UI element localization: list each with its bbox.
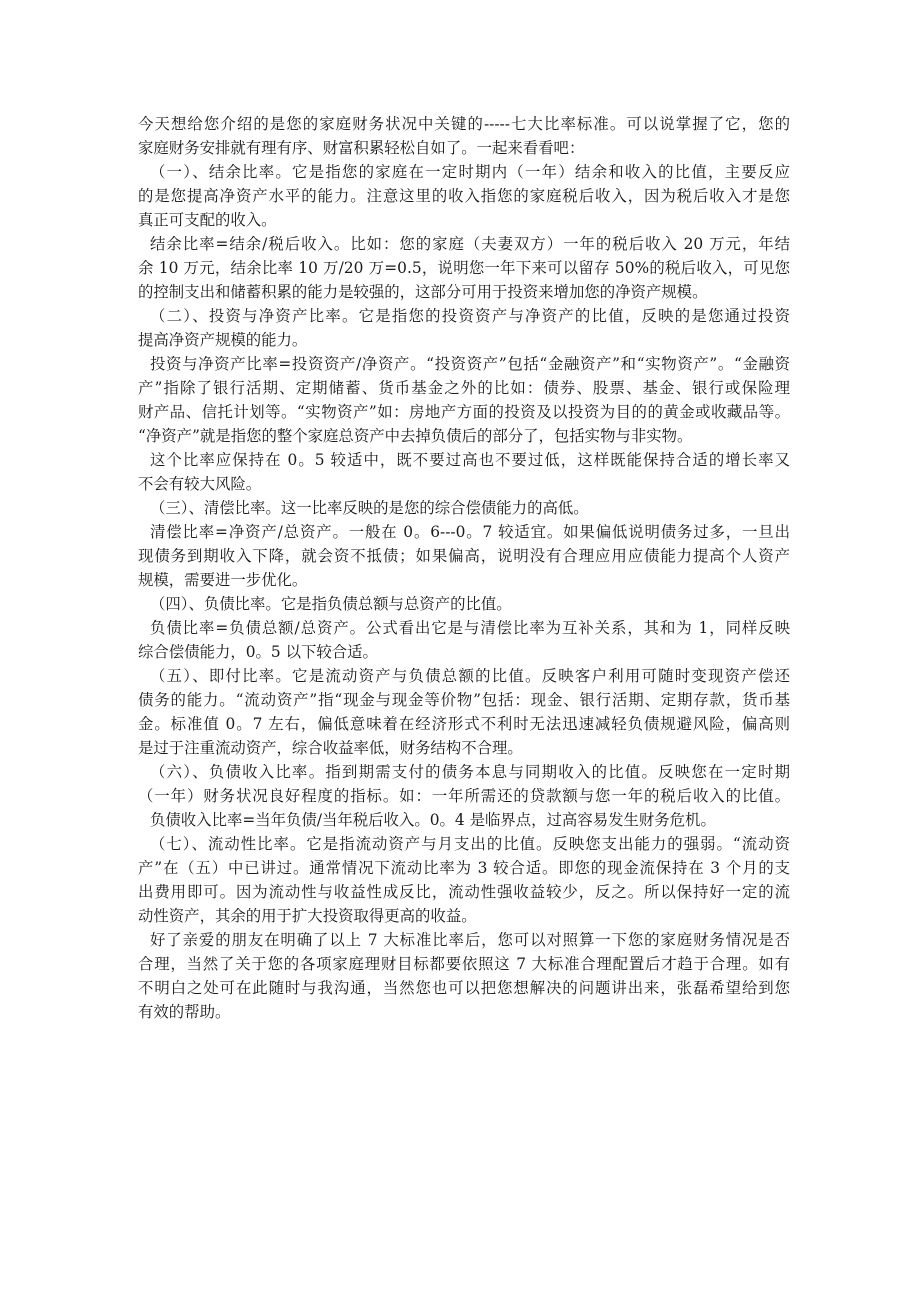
text-line: 负债收入比率=当年负债/当年税后收入。0。4 是临界点，过高容易发生财务危机。 bbox=[150, 811, 716, 829]
text-line: 财产品、信托计划等。“实物资产”如：房地产方面的投资及以投资为目的的黄金或收藏品等。 bbox=[138, 403, 790, 421]
text-line: 现债务到期收入下降，就会资不抵债；如果偏高，说明没有合理应用应债能力提高个人资产 bbox=[138, 547, 790, 565]
text-line: 今天想给您介绍的是您的家庭财务状况中关键的-----七大比率标准。可以说掌握了它，您的 bbox=[138, 115, 790, 133]
text-line: 的控制支出和储蓄积累的能力是较强的，这部分可用于投资来增加您的净资产规模。 bbox=[138, 283, 708, 301]
text-line: （二）、投资与净资产比率。它是指您的投资资产与净资产的比值，反映的是您通过投资 bbox=[150, 307, 790, 325]
text-line: （一年）财务状况良好程度的指标。如：一年所需还的贷款额与您一年的税后收入的比值。 bbox=[138, 787, 790, 805]
text-line: 提高净资产规模的能力。 bbox=[138, 331, 308, 349]
text-line: （四）、负债比率。它是指负债总额与总资产的比值。 bbox=[150, 595, 512, 613]
text-line: 有效的帮助。 bbox=[138, 1003, 231, 1021]
text-line: 余 10 万元，结余比率 10 万/20 万=0.5，说明您一年下来可以留存 50%的税后收入，可见您 bbox=[138, 259, 790, 277]
text-line: （一）、结余比率。它是指您的家庭在一定时期内（一年）结余和收入的比值，主要反应 bbox=[150, 163, 790, 181]
text-line: 不明白之处可在此随时与我沟通，当然您也可以把您想解决的问题讲出来，张磊希望给到您 bbox=[138, 979, 790, 997]
text-line: 的是您提高净资产水平的能力。注意这里的收入指您的家庭税后收入，因为税后收入才是您 bbox=[138, 187, 790, 205]
text-line: 家庭财务安排就有理有序、财富积累轻松自如了。一起来看看吧： bbox=[138, 139, 585, 157]
document-body bbox=[138, 112, 790, 1024]
text-line: 合理，当然了关于您的各项家庭理财目标都要依照这 7 大标准合理配置后才趋于合理。如有 bbox=[138, 955, 790, 973]
text-line: 金。标准值 0。7 左右，偏低意味着在经济形式不利时无法迅速减轻负债规避风险，偏高则 bbox=[138, 715, 790, 733]
text-line: 负债比率=负债总额/总资产。公式看出它是与清偿比率为互补关系，其和为 1，同样反映 bbox=[150, 619, 790, 637]
text-line: 清偿比率=净资产/总资产。一般在 0。6---0。7 较适宜。如果偏低说明债务过多，一旦出 bbox=[150, 523, 790, 541]
text-line: 不会有较大风险。 bbox=[138, 475, 262, 493]
text-line: 综合偿债能力，0。5 以下较合适。 bbox=[138, 643, 378, 661]
text-line: 动性资产，其余的用于扩大投资取得更高的收益。 bbox=[138, 907, 477, 925]
text-line: 这个比率应保持在 0。5 较适中，既不要过高也不要过低，这样既能保持合适的增长率又 bbox=[150, 451, 790, 469]
text-line: （五）、即付比率。它是流动资产与负债总额的比值。反映客户利用可随时变现资产偿还 bbox=[150, 667, 790, 685]
text-line: 产”指除了银行活期、定期储蓄、货币基金之外的比如：债券、股票、基金、银行或保险理 bbox=[138, 379, 790, 397]
text-line: （六）、负债收入比率。指到期需支付的债务本息与同期收入的比值。反映您在一定时期 bbox=[150, 763, 790, 781]
text-line: 债务的能力。“流动资产”指“现金与现金等价物”包括：现金、银行活期、定期存款，货币基 bbox=[138, 691, 790, 709]
text-line: （三）、清偿比率。这一比率反映的是您的综合偿债能力的高低。 bbox=[150, 499, 589, 517]
text-line: 是过于注重流动资产，综合收益率低，财务结构不合理。 bbox=[138, 739, 523, 757]
text-line: 真正可支配的收入。 bbox=[138, 211, 277, 229]
text-line: 产”在（五）中已讲过。通常情况下流动比率为 3 较合适。即您的现金流保持在 3 个月的支 bbox=[138, 859, 790, 877]
text-line: 投资与净资产比率=投资资产/净资产。“投资资产”包括“金融资产”和“实物资产”。“金融资 bbox=[150, 355, 790, 373]
text-line: （七）、流动性比率。它是指流动资产与月支出的比值。反映您支出能力的强弱。“流动资 bbox=[150, 835, 790, 853]
text-line: 好了亲爱的朋友在明确了以上 7 大标准比率后，您可以对照算一下您的家庭财务情况是否 bbox=[150, 931, 790, 949]
text-line: “净资产”就是指您的整个家庭总资产中去掉负债后的部分了，包括实物与非实物。 bbox=[138, 427, 693, 445]
text-line: 出费用即可。因为流动性与收益性成反比，流动性强收益较少，反之。所以保持好一定的流 bbox=[138, 883, 790, 901]
text-line: 结余比率=结余/税后收入。比如：您的家庭（夫妻双方）一年的税后收入 20 万元，年结 bbox=[150, 235, 790, 253]
text-line: 规模，需要进一步优化。 bbox=[138, 571, 308, 589]
